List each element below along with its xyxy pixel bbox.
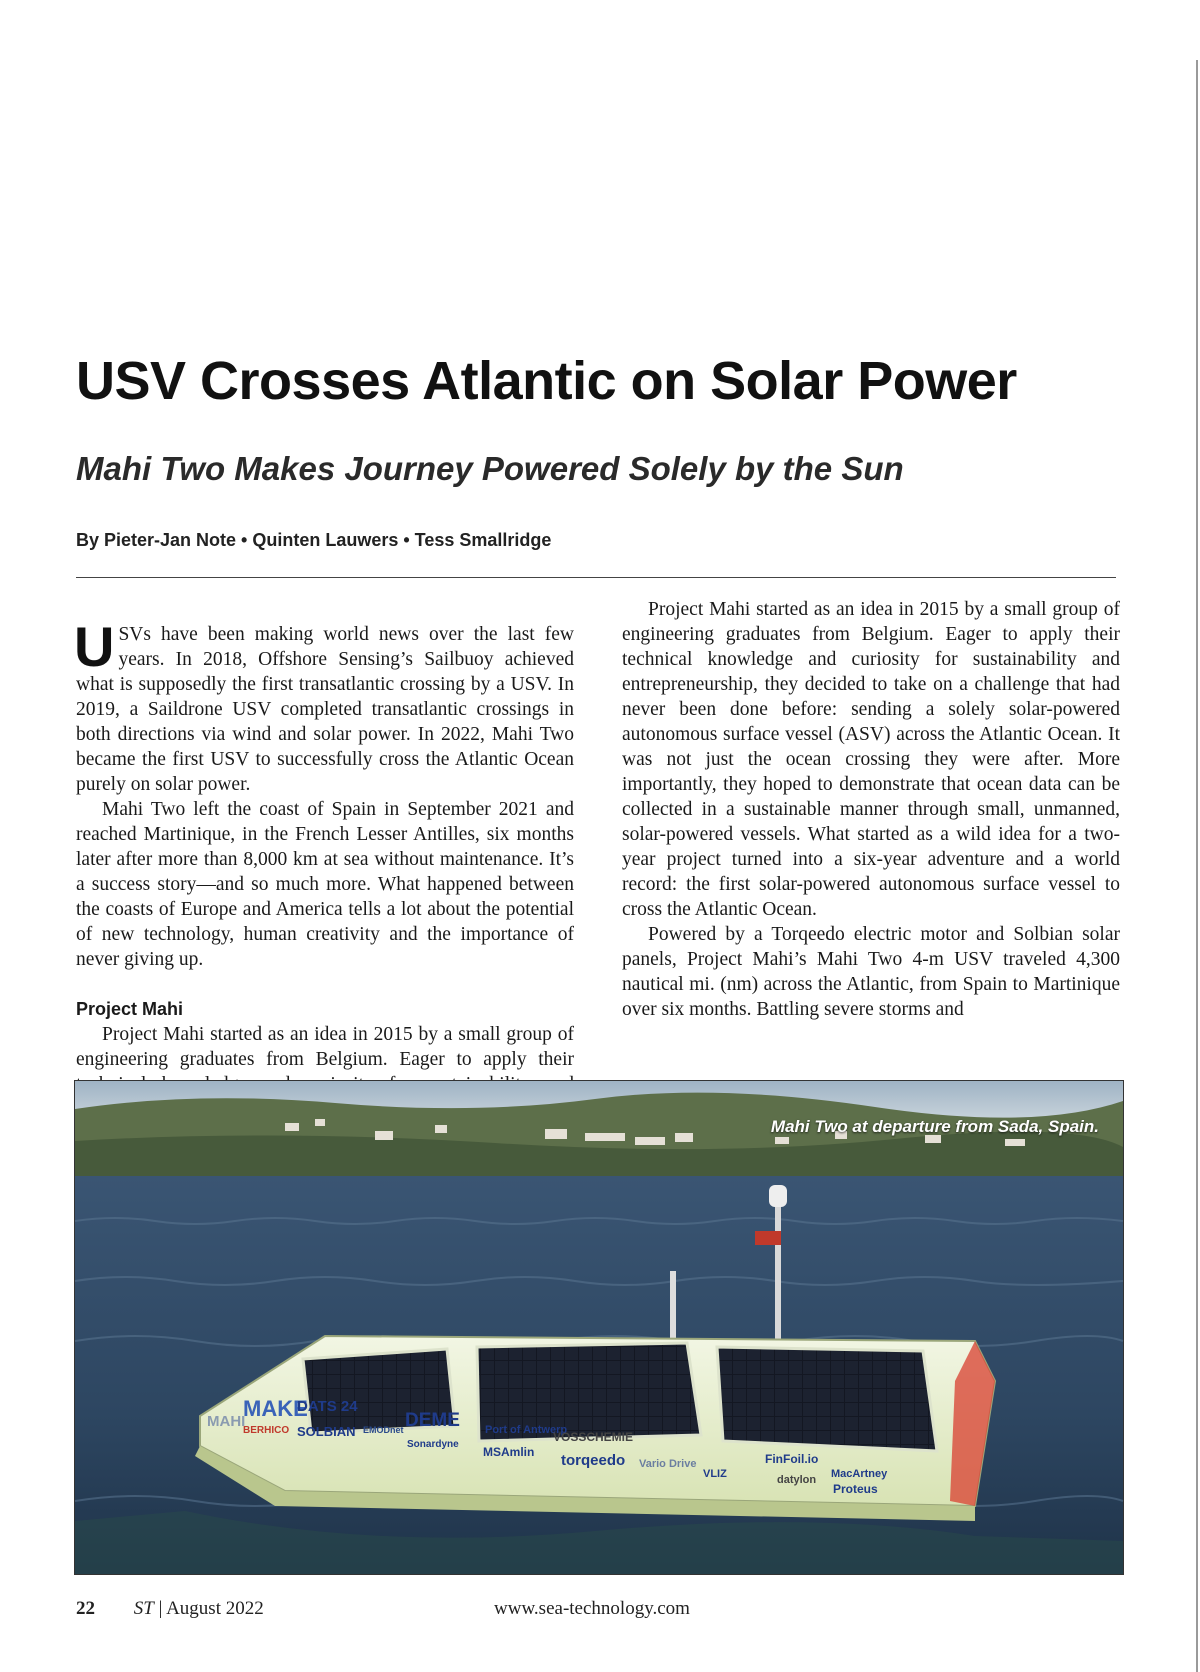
paragraph-3-continued — [622, 599, 1120, 922]
paragraph-3: Project Mahi started as an idea in 2015 by a small group of engineering graduates from Belgium. Eager to apply their — [76, 1024, 574, 1070]
photo-caption: Mahi Two at departure from Sada, Spain. — [770, 1117, 1099, 1136]
page-number: 22 — [76, 1598, 95, 1619]
logo-vosschemie: VOSSCHEMIE — [553, 1430, 634, 1444]
page-footer — [76, 1598, 690, 1620]
article-subtitle: Mahi Two Makes Journey Powered Solely by the Sun — [76, 450, 904, 487]
usv-photo-illustration — [75, 1081, 1123, 1574]
website-url: www.sea-technology.com — [494, 1598, 690, 1619]
section-heading: Project Mahi — [76, 999, 184, 1019]
logo-vario-drive: Vario Drive — [639, 1458, 697, 1470]
logo-datylon: datylon — [777, 1474, 817, 1486]
header-rule — [76, 577, 1116, 578]
logo-berhico: BERHICO — [243, 1425, 290, 1436]
logo-dats24: DATS 24 — [297, 1398, 358, 1415]
logo-sonardyne: Sonardyne — [407, 1439, 459, 1450]
weather-sensor — [769, 1185, 787, 1207]
text-column-right — [622, 599, 1120, 1022]
magazine-name: ST — [133, 1598, 154, 1619]
logo-torqeedo: torqeedo — [561, 1452, 626, 1469]
logo-solbian: SOLBIAN — [297, 1424, 356, 1439]
logo-macartney: MacArtney — [831, 1468, 888, 1480]
page-edge-line — [1196, 60, 1198, 1672]
paragraph-2: Mahi Two left the coast of Spain in September 2021 and reached Martinique, in the French Lesser Antilles, six months later after more than 8,000 km at sea without maintenance. It’s a success story—and so much more. What happened between the coasts of Europe and America tells a lot about the potential of new technology, human creativity and the importance of never giving up. — [76, 799, 574, 970]
logo-mahi: MAHI — [207, 1413, 246, 1430]
drop-cap: U — [74, 615, 115, 678]
logo-make: MAKE — [243, 1396, 308, 1421]
logo-port-of-antwerp: Port of Antwerp — [485, 1424, 568, 1436]
text-column-left — [74, 615, 574, 1070]
paragraph-1 — [74, 615, 574, 797]
logo-msamlin: MSAmlin — [483, 1445, 535, 1459]
issue-date: | August 2022 — [158, 1598, 264, 1619]
mast-light — [755, 1231, 781, 1245]
logo-deme: DEME — [405, 1410, 460, 1431]
article-title: USV Crosses Atlantic on Solar Power — [76, 351, 1017, 411]
logo-emodnet: EMODnet — [363, 1425, 404, 1435]
paragraph-3-continued-text: Project Mahi started as an idea in 2015 by a small group of engineering graduates from Belgium. Eager to apply their technical knowledge and curiosity for sustainability and entrepreneurship, they decided to take on a challenge that had never been done before: sending a solely solar-powered autonomous surface vessel (ASV) across the Atlantic Ocean. It was not just the ocean crossing they were after. More importantly, they hoped to demonstrate that ocean data can be collected in a sustainable manner through small, unmanned, solar-powered vessels. What started as a wild idea for a two-year project turned into a six-year adventure and a world record: the first solar-powered autonomous surface vessel to cross the Atlantic Ocean. — [622, 599, 1120, 920]
article-photo — [74, 1080, 1124, 1575]
antenna-mast — [775, 1191, 781, 1351]
paragraph-4: Powered by a Torqeedo electric motor and Solbian solar panels, Project Mahi’s Mahi Two 4-m USV traveled 4,300 nautical mi. (nm) across the Atlantic, from Spain to Martinique over six months. Battling severe storms and — [622, 924, 1120, 1020]
logo-vliz: VLIZ — [703, 1468, 727, 1480]
logo-finfoil: FinFoil.io — [765, 1452, 819, 1466]
article-byline: By Pieter-Jan Note • Quinten Lauwers • Tess Smallridge — [76, 530, 552, 550]
paragraph-1-text: SVs have been making world news over the last few years. In 2018, Offshore Sensing’s Sailbuoy achieved what is supposedly the first transatlantic crossing by a USV. In 2019, a Saildrone USV completed transatlantic crossings in both directions via wind and solar power. In 2022, Mahi Two became the first USV to successfully cross the Atlantic Ocean purely on solar power. — [76, 624, 574, 795]
solar-panel-3 — [717, 1347, 937, 1451]
logo-proteus: Proteus — [833, 1482, 878, 1496]
